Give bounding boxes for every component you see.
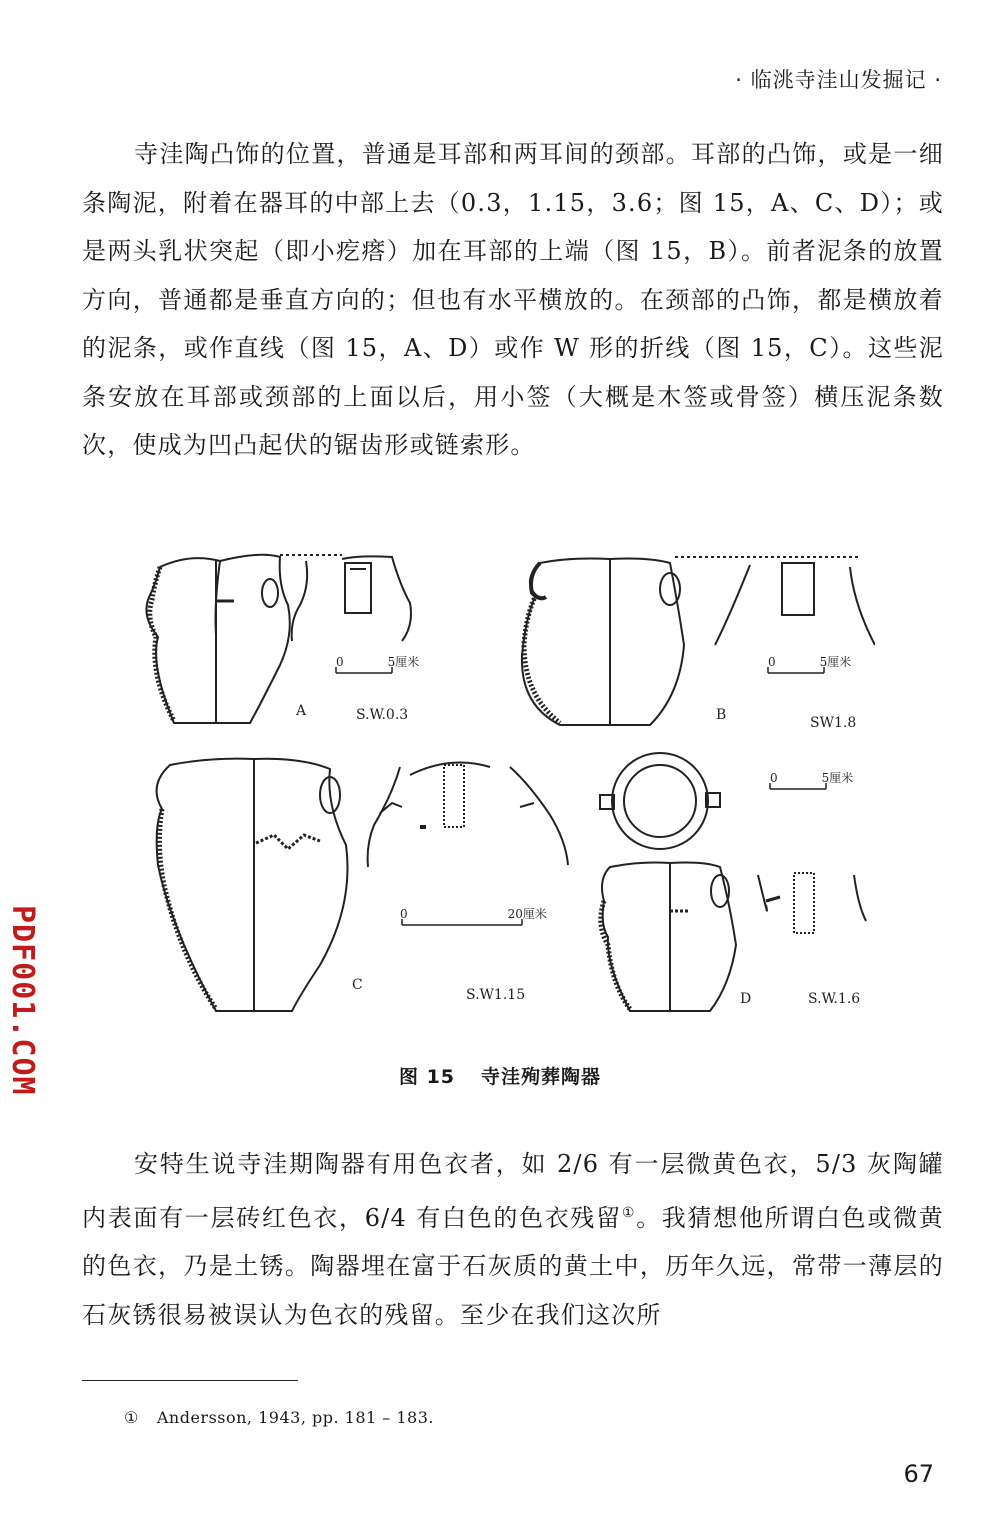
figure-title: 寺洼殉葬陶器 bbox=[481, 1066, 602, 1088]
scale-b: 0 5厘米 bbox=[768, 655, 852, 669]
paragraph-2-text: 安特生说寺洼期陶器有用色衣者，如 2/6 有一层微黄色衣，5/3 灰陶罐内表面有一层砖红色衣，6/4 有白色的色衣残留①。我猜想他所谓白色或微黄的色衣，乃是土锈。陶器埋在富于石灰质的黄土中，历年久远，常带一薄层的石灰锈很易被误认为色衣的残留。至少在我们这次所 bbox=[82, 1150, 944, 1329]
footnote-divider bbox=[82, 1380, 298, 1381]
panel-c-specimen: S.W1.15 bbox=[466, 987, 526, 1003]
page-number: 67 bbox=[903, 1460, 934, 1488]
panel-a-letter: A bbox=[296, 703, 307, 719]
panel-c-letter: C bbox=[352, 977, 363, 993]
vessel-d-drawing bbox=[601, 863, 866, 1012]
footnote-text: Andersson, 1943, pp. 181 – 183. bbox=[156, 1408, 434, 1427]
panel-d-specimen: S.W.1.6 bbox=[808, 991, 861, 1007]
vessel-c-drawing bbox=[157, 759, 568, 1011]
watermark: PDF001.COM bbox=[5, 905, 40, 1096]
pottery-drawings bbox=[130, 545, 875, 1025]
scale-d: 0 5厘米 bbox=[770, 771, 854, 785]
footnote bbox=[124, 1408, 434, 1427]
vessel-a-drawing bbox=[146, 555, 411, 723]
running-head: · 临洮寺洼山发掘记 · bbox=[735, 68, 942, 92]
panel-b-letter: B bbox=[716, 707, 727, 723]
scale-a: 0 5厘米 bbox=[336, 655, 420, 669]
paragraph-1-text: 寺洼陶凸饰的位置，普通是耳部和两耳间的颈部。耳部的凸饰，或是一细条陶泥，附着在器耳的中部上去（0.3，1.15，3.6；图 15，A、C、D）；或是两头乳状突起（即小疙瘩）加在耳部的上端（图 15，B）。前者泥条的放置方向，普通都是垂直方向的；但也有水平横放的。在颈部的凸饰，都是横放着的泥条，或作直线（图 15，A、D）或作 W 形的折线（图 15，C）。这些泥条安放在耳部或颈部的上面以后，用小签（大概是木签或骨签）横压泥条数次，使成为凹凸起伏的锯齿形或链索形。 bbox=[82, 140, 944, 459]
scale-c: 0 20厘米 bbox=[400, 907, 547, 921]
vessel-d-top-view bbox=[600, 753, 720, 849]
panel-b-specimen: SW1.8 bbox=[810, 715, 857, 731]
footnote-mark: ① bbox=[124, 1408, 139, 1427]
body-paragraph-2 bbox=[82, 1140, 944, 1339]
footnote-reference[interactable]: ① bbox=[621, 1204, 637, 1221]
figure-number: 图 15 bbox=[398, 1066, 456, 1088]
scale-bars bbox=[336, 667, 826, 925]
panel-d-letter: D bbox=[740, 991, 752, 1007]
vessel-b-drawing bbox=[522, 557, 875, 725]
figure-15 bbox=[130, 545, 875, 1025]
body-paragraph-1 bbox=[82, 130, 944, 470]
figure-caption bbox=[0, 1062, 1000, 1089]
panel-a-specimen: S.W.0.3 bbox=[356, 707, 409, 723]
